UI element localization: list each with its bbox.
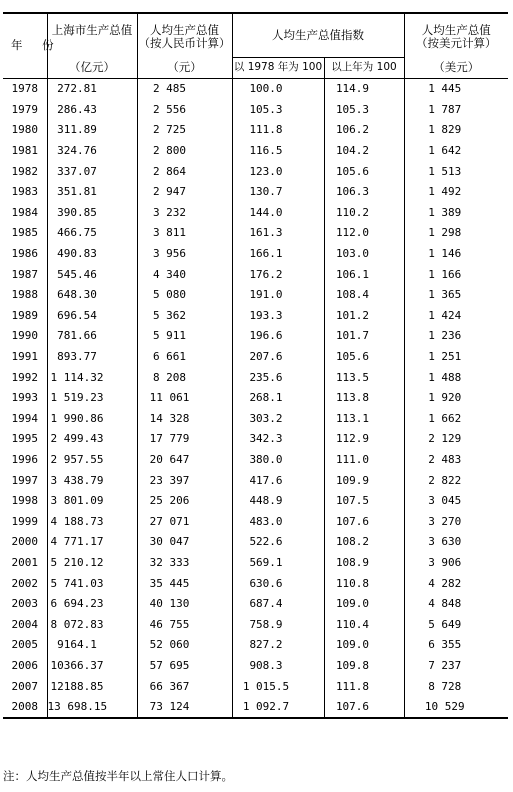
index-prev-year-cell: 106.1 (324, 264, 404, 285)
index-prev-year-cell: 108.2 (324, 532, 404, 553)
year-cell: 2000 (11, 535, 38, 549)
gdp-cell: 1 519.23 (47, 387, 137, 408)
table-row (3, 161, 508, 182)
table-row (3, 449, 508, 470)
year-cell: 2005 (11, 638, 38, 652)
index-1978-cell: 1 092.7 (232, 696, 324, 718)
table-row (3, 470, 508, 491)
usd-cell: 1 513 (404, 161, 508, 182)
usd-unit: （美元） (404, 57, 508, 78)
index-prev-year-header: 以上年为 100 (324, 57, 404, 78)
gdp-table (3, 12, 508, 719)
table-row (3, 593, 508, 614)
year-cell: 1985 (11, 226, 38, 240)
index-1978-cell: 908.3 (232, 655, 324, 676)
gdp-cell: 9164.1 (47, 635, 137, 656)
index-1978-cell: 417.6 (232, 470, 324, 491)
usd-cell: 2 129 (404, 429, 508, 450)
year-cell: 1992 (11, 370, 38, 384)
index-1978-cell: 630.6 (232, 573, 324, 594)
table-footnote: 注：人均生产总值按半年以上常住人口计算。 (3, 769, 233, 783)
year-cell: 1982 (11, 164, 38, 178)
gdp-cell: 696.54 (47, 305, 137, 326)
index-1978-cell: 161.3 (232, 223, 324, 244)
index-1978-cell: 342.3 (232, 429, 324, 450)
gdp-cell: 545.46 (47, 264, 137, 285)
usd-cell: 5 649 (404, 614, 508, 635)
usd-cell: 7 237 (404, 655, 508, 676)
table-row (3, 305, 508, 326)
per-capita-unit: （元） (137, 57, 232, 78)
index-1978-header: 以 1978 年为 100 (232, 57, 324, 78)
gdp-cell: 351.81 (47, 181, 137, 202)
index-prev-year-cell: 108.4 (324, 284, 404, 305)
gdp-cell: 13 698.15 (47, 696, 137, 718)
gdp-cell: 390.85 (47, 202, 137, 223)
index-1978-cell: 166.1 (232, 243, 324, 264)
gdp-cell: 337.07 (47, 161, 137, 182)
index-prev-year-cell: 107.5 (324, 490, 404, 511)
gdp-cell: 490.83 (47, 243, 137, 264)
per-capita-cell: 3 232 (137, 202, 232, 223)
index-prev-year-cell: 110.4 (324, 614, 404, 635)
index-prev-year-cell: 105.6 (324, 161, 404, 182)
per-capita-cell: 57 695 (137, 655, 232, 676)
gdp-cell: 3 438.79 (47, 470, 137, 491)
table-row (3, 552, 508, 573)
table-row (3, 202, 508, 223)
index-1978-cell: 687.4 (232, 593, 324, 614)
per-capita-cell: 20 647 (137, 449, 232, 470)
index-1978-cell: 191.0 (232, 284, 324, 305)
per-capita-cell: 23 397 (137, 470, 232, 491)
table-row (3, 573, 508, 594)
index-prev-year-cell: 114.9 (324, 78, 404, 99)
gdp-column-header: 上海市生产总值 (47, 13, 137, 37)
table-row (3, 346, 508, 367)
index-1978-cell: 123.0 (232, 161, 324, 182)
per-capita-column-header: 人均生产总值 (137, 13, 232, 37)
index-1978-cell: 569.1 (232, 552, 324, 573)
per-capita-cell: 2 947 (137, 181, 232, 202)
index-prev-year-cell: 109.0 (324, 635, 404, 656)
per-capita-cell: 40 130 (137, 593, 232, 614)
index-prev-year-cell: 110.8 (324, 573, 404, 594)
table-row (3, 367, 508, 388)
year-cell: 1989 (11, 308, 38, 322)
table-row (3, 490, 508, 511)
index-prev-year-cell: 112.9 (324, 429, 404, 450)
usd-cell: 1 920 (404, 387, 508, 408)
year-cell: 2006 (11, 658, 38, 672)
usd-cell: 1 146 (404, 243, 508, 264)
per-capita-cell: 4 340 (137, 264, 232, 285)
index-1978-cell: 303.2 (232, 408, 324, 429)
index-prev-year-cell: 113.5 (324, 367, 404, 388)
index-prev-year-cell: 111.8 (324, 676, 404, 697)
usd-cell: 8 728 (404, 676, 508, 697)
table-row (3, 326, 508, 347)
gdp-cell: 3 801.09 (47, 490, 137, 511)
usd-cell: 1 166 (404, 264, 508, 285)
table-row (3, 511, 508, 532)
index-prev-year-cell: 107.6 (324, 511, 404, 532)
index-prev-year-cell: 109.9 (324, 470, 404, 491)
index-1978-cell: 827.2 (232, 635, 324, 656)
per-capita-cell: 3 811 (137, 223, 232, 244)
gdp-cell: 893.77 (47, 346, 137, 367)
year-cell: 1993 (11, 391, 38, 405)
index-prev-year-cell: 107.6 (324, 696, 404, 718)
year-cell: 2008 (3, 696, 47, 718)
year-cell: 1997 (11, 473, 38, 487)
table-row (3, 243, 508, 264)
table-body (3, 78, 508, 718)
per-capita-cell: 6 661 (137, 346, 232, 367)
year-cell: 2003 (11, 597, 38, 611)
year-cell: 1998 (11, 494, 38, 508)
table-row (3, 140, 508, 161)
index-prev-year-cell: 105.3 (324, 99, 404, 120)
gdp-cell: 6 694.23 (47, 593, 137, 614)
index-1978-cell: 111.8 (232, 120, 324, 141)
index-1978-cell: 483.0 (232, 511, 324, 532)
gdp-cell: 4 771.17 (47, 532, 137, 553)
index-prev-year-cell: 110.2 (324, 202, 404, 223)
usd-cell: 2 822 (404, 470, 508, 491)
table-row (3, 614, 508, 635)
year-cell: 1990 (11, 329, 38, 343)
index-1978-cell: 116.5 (232, 140, 324, 161)
year-cell: 1980 (11, 123, 38, 137)
usd-cell: 1 389 (404, 202, 508, 223)
usd-cell: 1 662 (404, 408, 508, 429)
index-1978-cell: 1 015.5 (232, 676, 324, 697)
index-prev-year-cell: 103.0 (324, 243, 404, 264)
year-cell: 1995 (11, 432, 38, 446)
table-row (3, 78, 508, 99)
per-capita-cell: 73 124 (137, 696, 232, 718)
index-prev-year-cell: 111.0 (324, 449, 404, 470)
usd-cell: 3 045 (404, 490, 508, 511)
table-row (3, 181, 508, 202)
usd-subheader: （按美元计算） (404, 37, 508, 57)
year-cell: 1991 (11, 350, 38, 364)
table-row (3, 284, 508, 305)
table-row (3, 120, 508, 141)
year-cell: 2007 (11, 679, 38, 693)
gdp-cell: 8 072.83 (47, 614, 137, 635)
index-column-header: 人均生产总值指数 (232, 13, 404, 57)
per-capita-cell: 8 208 (137, 367, 232, 388)
gdp-cell: 5 210.12 (47, 552, 137, 573)
usd-column-header: 人均生产总值 (404, 13, 508, 37)
per-capita-cell: 2 864 (137, 161, 232, 182)
usd-cell: 10 529 (404, 696, 508, 718)
gdp-cell: 2 957.55 (47, 449, 137, 470)
gdp-cell: 272.81 (47, 78, 137, 99)
index-prev-year-cell: 109.8 (324, 655, 404, 676)
gdp-cell: 311.89 (47, 120, 137, 141)
index-1978-cell: 100.0 (232, 78, 324, 99)
index-prev-year-cell: 101.2 (324, 305, 404, 326)
per-capita-cell: 35 445 (137, 573, 232, 594)
year-cell: 1983 (11, 185, 38, 199)
gdp-cell: 1 990.86 (47, 408, 137, 429)
gdp-cell: 324.76 (47, 140, 137, 161)
gdp-cell: 466.75 (47, 223, 137, 244)
year-cell: 2002 (11, 576, 38, 590)
usd-cell: 4 848 (404, 593, 508, 614)
gdp-cell: 286.43 (47, 99, 137, 120)
table-row (3, 408, 508, 429)
index-1978-cell: 235.6 (232, 367, 324, 388)
table-row (3, 264, 508, 285)
gdp-cell: 781.66 (47, 326, 137, 347)
per-capita-cell: 2 485 (137, 78, 232, 99)
usd-cell: 6 355 (404, 635, 508, 656)
table-row (3, 655, 508, 676)
index-prev-year-cell: 101.7 (324, 326, 404, 347)
per-capita-cell: 27 071 (137, 511, 232, 532)
per-capita-cell: 5 080 (137, 284, 232, 305)
index-1978-cell: 758.9 (232, 614, 324, 635)
usd-cell: 1 787 (404, 99, 508, 120)
per-capita-cell: 32 333 (137, 552, 232, 573)
index-1978-cell: 193.3 (232, 305, 324, 326)
year-cell: 1988 (11, 288, 38, 302)
usd-cell: 3 906 (404, 552, 508, 573)
index-1978-cell: 144.0 (232, 202, 324, 223)
index-prev-year-cell: 113.1 (324, 408, 404, 429)
index-prev-year-cell: 113.8 (324, 387, 404, 408)
usd-cell: 3 270 (404, 511, 508, 532)
index-prev-year-cell: 104.2 (324, 140, 404, 161)
table-row (3, 429, 508, 450)
per-capita-subheader: （按人民币计算） (137, 37, 232, 57)
year-cell: 2004 (11, 617, 38, 631)
per-capita-cell: 17 779 (137, 429, 232, 450)
per-capita-cell: 66 367 (137, 676, 232, 697)
table-row (3, 635, 508, 656)
year-cell: 1984 (11, 205, 38, 219)
gdp-cell: 648.30 (47, 284, 137, 305)
per-capita-cell: 52 060 (137, 635, 232, 656)
gdp-cell: 10366.37 (47, 655, 137, 676)
index-prev-year-cell: 106.2 (324, 120, 404, 141)
usd-cell: 1 251 (404, 346, 508, 367)
table-row (3, 99, 508, 120)
per-capita-cell: 2 725 (137, 120, 232, 141)
year-cell: 1979 (11, 102, 38, 116)
year-cell: 1996 (11, 452, 38, 466)
usd-cell: 1 642 (404, 140, 508, 161)
gdp-cell: 12188.85 (47, 676, 137, 697)
usd-cell: 1 365 (404, 284, 508, 305)
table-row (3, 532, 508, 553)
usd-cell: 1 298 (404, 223, 508, 244)
index-1978-cell: 448.9 (232, 490, 324, 511)
usd-cell: 1 424 (404, 305, 508, 326)
index-1978-cell: 130.7 (232, 181, 324, 202)
per-capita-cell: 3 956 (137, 243, 232, 264)
gdp-cell: 2 499.43 (47, 429, 137, 450)
table-row (3, 223, 508, 244)
year-cell: 1999 (11, 514, 38, 528)
year-cell: 1981 (11, 144, 38, 158)
index-prev-year-cell: 105.6 (324, 346, 404, 367)
gdp-cell: 4 188.73 (47, 511, 137, 532)
usd-cell: 1 236 (404, 326, 508, 347)
usd-cell: 1 492 (404, 181, 508, 202)
per-capita-cell: 2 800 (137, 140, 232, 161)
year-cell: 1987 (11, 267, 38, 281)
year-cell: 1978 (11, 82, 38, 96)
index-1978-cell: 268.1 (232, 387, 324, 408)
usd-cell: 1 829 (404, 120, 508, 141)
table-row (3, 387, 508, 408)
usd-cell: 1 445 (404, 78, 508, 99)
index-1978-cell: 196.6 (232, 326, 324, 347)
per-capita-cell: 46 755 (137, 614, 232, 635)
usd-cell: 4 282 (404, 573, 508, 594)
index-prev-year-cell: 112.0 (324, 223, 404, 244)
per-capita-cell: 11 061 (137, 387, 232, 408)
index-1978-cell: 522.6 (232, 532, 324, 553)
table-row (3, 676, 508, 697)
table-row (3, 696, 508, 718)
index-prev-year-cell: 108.9 (324, 552, 404, 573)
year-cell: 2001 (11, 555, 38, 569)
usd-cell: 3 630 (404, 532, 508, 553)
gdp-cell: 1 114.32 (47, 367, 137, 388)
usd-cell: 2 483 (404, 449, 508, 470)
index-1978-cell: 207.6 (232, 346, 324, 367)
year-column-header: 年 份 (3, 13, 47, 78)
year-cell: 1986 (11, 247, 38, 261)
per-capita-cell: 5 362 (137, 305, 232, 326)
index-1978-cell: 105.3 (232, 99, 324, 120)
per-capita-cell: 2 556 (137, 99, 232, 120)
gdp-unit: （亿元） (47, 57, 137, 78)
per-capita-cell: 30 047 (137, 532, 232, 553)
index-prev-year-cell: 109.0 (324, 593, 404, 614)
index-prev-year-cell: 106.3 (324, 181, 404, 202)
index-1978-cell: 176.2 (232, 264, 324, 285)
gdp-cell: 5 741.03 (47, 573, 137, 594)
usd-cell: 1 488 (404, 367, 508, 388)
index-1978-cell: 380.0 (232, 449, 324, 470)
year-cell: 1994 (11, 411, 38, 425)
per-capita-cell: 25 206 (137, 490, 232, 511)
per-capita-cell: 14 328 (137, 408, 232, 429)
per-capita-cell: 5 911 (137, 326, 232, 347)
